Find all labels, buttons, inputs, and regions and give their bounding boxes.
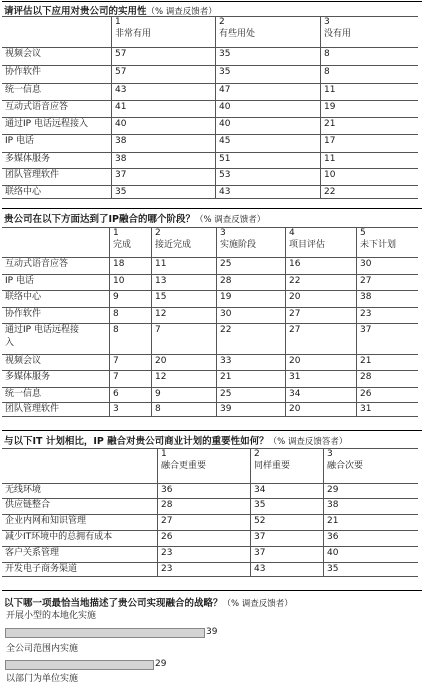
- cell-value: 21: [220, 372, 232, 382]
- cell-value: 53: [219, 170, 231, 180]
- section-divider: [2, 1, 422, 2]
- column-label: 非常有用: [115, 29, 152, 39]
- row-label: 互动式语音应答: [5, 102, 69, 112]
- row-label: 减少IT环境中的总拥有成本: [5, 532, 113, 542]
- row-label: 联络中心: [5, 187, 42, 197]
- cell-value: 8: [113, 325, 119, 335]
- column-label: 同样重要: [254, 461, 291, 471]
- cell-value: 21: [360, 356, 372, 366]
- cell-value: 29: [327, 485, 339, 495]
- section-title-text: 请评估以下应用对贵公司的实用性: [4, 6, 147, 17]
- column-label: 完成: [113, 240, 132, 250]
- row-rule: [2, 498, 418, 499]
- row-label: 多媒体服务: [5, 154, 51, 164]
- cell-value: 28: [220, 276, 232, 286]
- cell-value: 40: [219, 119, 231, 129]
- column-line: [323, 448, 324, 576]
- section-title-text: 贵公司在以下方面达到了IP融合的哪个阶段？: [4, 214, 195, 225]
- cell-value: 10: [324, 170, 336, 180]
- row-rule: [2, 290, 418, 291]
- cell-value: 20: [289, 404, 301, 414]
- row-label: 视频会议: [5, 49, 42, 59]
- row-label-cont: 入: [5, 338, 15, 348]
- row-rule: [2, 514, 418, 515]
- cell-value: 36: [161, 485, 173, 495]
- cell-value: 23: [161, 548, 173, 558]
- section-divider: [2, 430, 422, 431]
- row-rule: [2, 483, 418, 484]
- table-bottom-rule: [2, 576, 418, 577]
- cell-value: 8: [113, 309, 119, 319]
- section-note: （% 调查反馈答者）: [268, 437, 348, 447]
- cell-value: 20: [289, 292, 301, 302]
- row-rule: [2, 47, 418, 48]
- cell-value: 11: [155, 259, 167, 269]
- cell-value: 30: [220, 309, 232, 319]
- bar-label: 全公司范围内实施: [6, 644, 79, 654]
- cell-value: 37: [115, 170, 127, 180]
- row-rule: [2, 274, 418, 275]
- cell-value: 27: [161, 516, 173, 526]
- bar-value: 39: [206, 627, 218, 637]
- column-number: 2: [254, 449, 260, 459]
- cell-value: 37: [360, 325, 372, 335]
- row-label: 通过IP 电话远程接: [5, 325, 79, 335]
- row-rule: [2, 117, 418, 118]
- cell-value: 11: [324, 154, 336, 164]
- cell-value: 28: [161, 500, 173, 510]
- cell-value: 39: [220, 404, 232, 414]
- bar: [5, 660, 154, 670]
- cell-value: 40: [115, 119, 127, 129]
- cell-value: 16: [289, 259, 301, 269]
- cell-value: 35: [115, 187, 127, 197]
- column-line: [250, 448, 251, 576]
- cell-value: 25: [220, 259, 232, 269]
- row-rule: [2, 134, 418, 135]
- cell-value: 27: [289, 309, 301, 319]
- section-divider: [2, 208, 422, 209]
- row-label: 联络中心: [5, 292, 42, 302]
- cell-value: 36: [327, 532, 339, 542]
- row-label: 通过IP 电话远程接入: [5, 119, 88, 129]
- column-number: 3: [327, 449, 333, 459]
- column-label: 融合次要: [327, 461, 364, 471]
- row-label: 团队管理软件: [5, 170, 60, 180]
- row-rule: [2, 257, 418, 258]
- column-label: 接近完成: [155, 240, 192, 250]
- cell-value: 7: [155, 325, 161, 335]
- row-rule: [2, 370, 418, 371]
- column-line: [320, 16, 321, 198]
- section-title: [4, 211, 265, 225]
- row-label: 开发电子商务渠道: [5, 564, 78, 574]
- bar: [5, 628, 205, 638]
- section-title: [4, 595, 293, 609]
- cell-value: 37: [254, 532, 266, 542]
- cell-value: 34: [254, 485, 266, 495]
- row-rule: [2, 387, 418, 388]
- cell-value: 33: [220, 356, 232, 366]
- cell-value: 21: [327, 516, 339, 526]
- cell-value: 22: [289, 276, 301, 286]
- cell-value: 17: [324, 136, 336, 146]
- cell-value: 3: [113, 404, 119, 414]
- cell-value: 26: [161, 532, 173, 542]
- section-note: （% 调查反馈者）: [222, 599, 293, 609]
- column-number: 3: [324, 17, 330, 27]
- cell-value: 38: [360, 292, 372, 302]
- row-label: 客户关系管理: [5, 548, 60, 558]
- cell-value: 57: [115, 49, 127, 59]
- cell-value: 52: [254, 516, 266, 526]
- column-label: 有些用处: [219, 29, 256, 39]
- row-rule: [2, 168, 418, 169]
- column-line: [111, 16, 112, 198]
- column-number: 1: [113, 228, 119, 238]
- column-label: 没有用: [324, 29, 352, 39]
- column-label: 未下计划: [360, 240, 397, 250]
- cell-value: 35: [327, 564, 339, 574]
- cell-value: 7: [113, 356, 119, 366]
- cell-value: 28: [360, 372, 372, 382]
- column-label: 项目评估: [289, 240, 326, 250]
- row-rule: [2, 307, 418, 308]
- row-label: IP 电话: [5, 276, 34, 286]
- bar-label: 开展小型的本地化实施: [6, 611, 97, 621]
- section-divider: [2, 590, 422, 591]
- section-title-text: 与以下IT 计划相比，IP 融合对贵公司商业计划的重要性如何？: [4, 436, 269, 447]
- cell-value: 43: [115, 85, 127, 95]
- cell-value: 40: [219, 102, 231, 112]
- cell-value: 13: [155, 276, 167, 286]
- cell-value: 21: [324, 119, 336, 129]
- cell-value: 9: [155, 389, 161, 399]
- section-note: （% 调查反馈者）: [195, 215, 266, 225]
- column-line: [157, 448, 158, 576]
- row-label: 无线环境: [5, 485, 42, 495]
- cell-value: 43: [219, 187, 231, 197]
- cell-value: 10: [113, 276, 125, 286]
- section-title: [4, 3, 217, 17]
- cell-value: 35: [219, 49, 231, 59]
- cell-value: 22: [220, 325, 232, 335]
- row-rule: [2, 546, 418, 547]
- column-number: 1: [115, 17, 121, 27]
- header-rule: [2, 16, 418, 17]
- row-rule: [2, 83, 418, 84]
- cell-value: 27: [360, 276, 372, 286]
- cell-value: 23: [360, 309, 372, 319]
- cell-value: 6: [113, 389, 119, 399]
- cell-value: 34: [289, 389, 301, 399]
- cell-value: 41: [115, 102, 127, 112]
- cell-value: 38: [115, 136, 127, 146]
- section-title: [4, 433, 347, 447]
- cell-value: 11: [324, 85, 336, 95]
- cell-value: 57: [115, 67, 127, 77]
- cell-value: 27: [289, 325, 301, 335]
- column-number: 2: [219, 17, 225, 27]
- cell-value: 25: [220, 389, 232, 399]
- header-rule: [2, 448, 418, 449]
- cell-value: 23: [161, 564, 173, 574]
- column-number: 3: [220, 228, 226, 238]
- row-rule: [2, 100, 418, 101]
- cell-value: 19: [220, 292, 232, 302]
- column-number: 1: [161, 449, 167, 459]
- row-label: 企业内网和知识管理: [5, 516, 87, 526]
- bar-value: 29: [155, 659, 167, 669]
- row-rule: [2, 562, 418, 563]
- row-label: 团队管理软件: [5, 404, 60, 414]
- cell-value: 37: [254, 548, 266, 558]
- cell-value: 38: [115, 154, 127, 164]
- cell-value: 20: [289, 356, 301, 366]
- cell-value: 18: [113, 259, 125, 269]
- row-label: 视频会议: [5, 356, 42, 366]
- cell-value: 35: [219, 67, 231, 77]
- column-line: [215, 16, 216, 198]
- cell-value: 26: [360, 389, 372, 399]
- section-title-text: 以下哪一项最恰当地描述了贵公司实现融合的战略？: [4, 598, 223, 609]
- row-rule: [2, 530, 418, 531]
- column-label: 实施阶段: [220, 240, 257, 250]
- cell-value: 43: [254, 564, 266, 574]
- cell-value: 8: [155, 404, 161, 414]
- cell-value: 9: [113, 292, 119, 302]
- cell-value: 7: [113, 372, 119, 382]
- row-rule: [2, 152, 418, 153]
- cell-value: 40: [327, 548, 339, 558]
- row-rule: [2, 354, 418, 355]
- cell-value: 47: [219, 85, 231, 95]
- row-label: 协作软件: [5, 309, 42, 319]
- column-label: 融合更重要: [161, 461, 207, 471]
- cell-value: 45: [219, 136, 231, 146]
- column-number: 5: [360, 228, 366, 238]
- row-label: 统一信息: [5, 389, 42, 399]
- row-rule: [2, 65, 418, 66]
- cell-value: 12: [155, 372, 167, 382]
- row-label: 协作软件: [5, 67, 42, 77]
- cell-value: 19: [324, 102, 336, 112]
- row-label: 互动式语音应答: [5, 259, 69, 269]
- cell-value: 30: [360, 259, 372, 269]
- row-rule: [2, 323, 418, 324]
- cell-value: 22: [324, 187, 336, 197]
- row-rule: [2, 402, 418, 403]
- cell-value: 8: [324, 49, 330, 59]
- cell-value: 35: [254, 500, 266, 510]
- cell-value: 15: [155, 292, 167, 302]
- row-label: IP 电话: [5, 136, 34, 146]
- bar-label: 以部门为单位实施: [6, 674, 79, 684]
- cell-value: 38: [327, 500, 339, 510]
- cell-value: 51: [219, 154, 231, 164]
- row-rule: [2, 185, 418, 186]
- cell-value: 12: [155, 309, 167, 319]
- row-label: 供应链整合: [5, 500, 51, 510]
- row-label: 统一信息: [5, 85, 42, 95]
- column-number: 4: [289, 228, 295, 238]
- table-bottom-rule: [2, 198, 418, 199]
- row-label: 多媒体服务: [5, 372, 51, 382]
- cell-value: 20: [155, 356, 167, 366]
- cell-value: 8: [324, 67, 330, 77]
- cell-value: 31: [289, 372, 301, 382]
- section-note: （% 调查反馈者）: [146, 7, 217, 17]
- table-bottom-rule: [2, 416, 418, 417]
- cell-value: 31: [360, 404, 372, 414]
- column-number: 2: [155, 228, 161, 238]
